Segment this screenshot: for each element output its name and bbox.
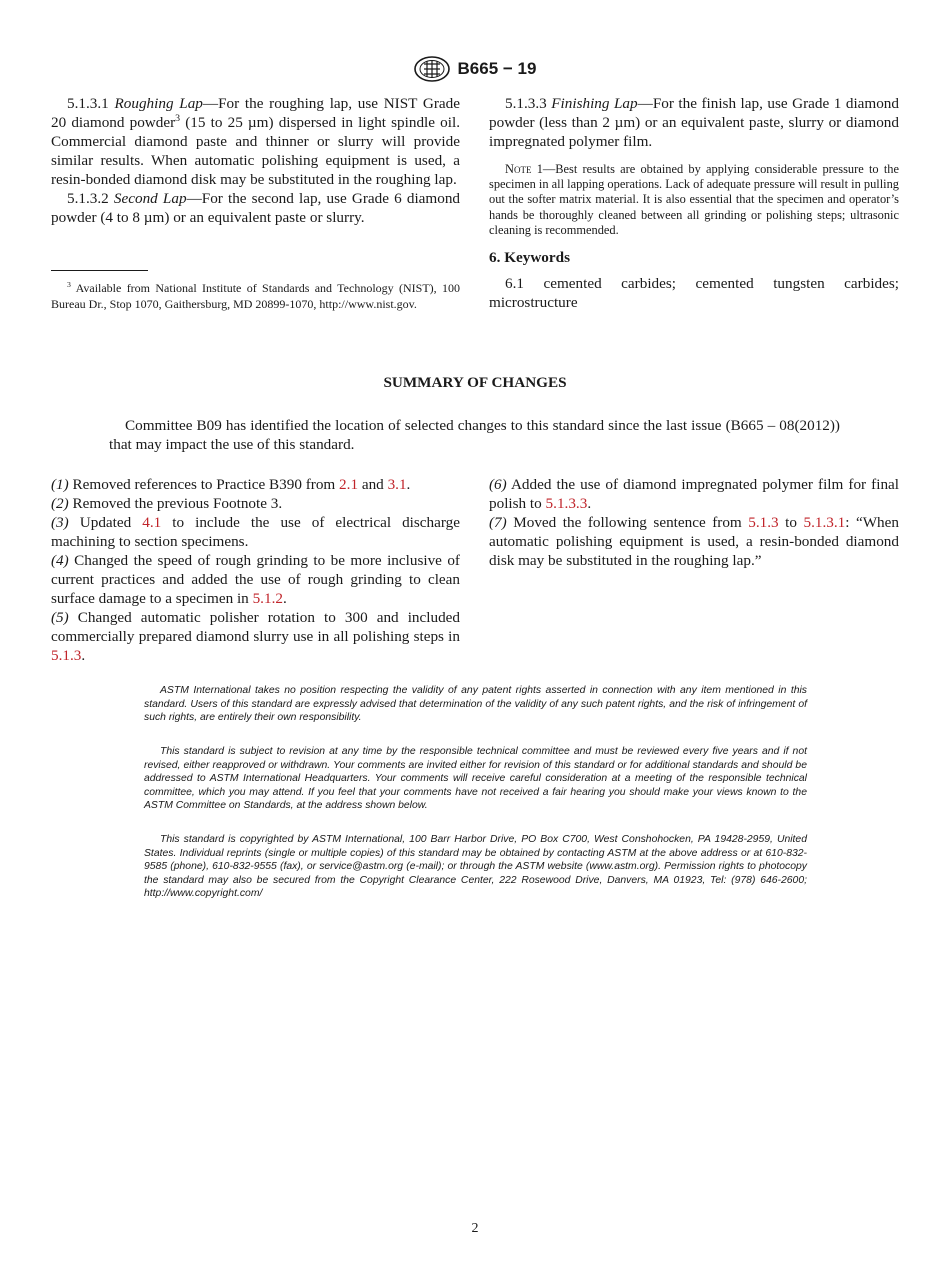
change-item: (4) Changed the speed of rough grinding to be more inclusive of current practices and added the use of rough grinding to clean surface damage to a specimen in 5.1.2.: [51, 552, 460, 607]
change-item: (6) Added the use of diamond impregnated polymer film for final polish to 5.1.3.3.: [489, 476, 899, 512]
section-link[interactable]: 3.1: [387, 476, 407, 493]
section-link[interactable]: 5.1.3.3: [545, 495, 588, 512]
keywords-text: 6.1 cemented carbides; cemented tungsten carbides; microstructure: [489, 275, 899, 311]
left-column: [51, 94, 460, 227]
summary-heading: SUMMARY OF CHANGES: [383, 374, 567, 391]
footnote-3: $^3$ Available from National Institute of Standards and Technology (NIST), 100 Bureau Dr., Stop 1070, Gaithersburg, MD 20899-1070, http://www.nist.gov.: [51, 280, 460, 311]
disclaimer-patent: ASTM International takes no position respecting the validity of any patent rights asserted in connection with any item mentioned in this standard. Users of this standard are expressly advised that determination of the validity of any such patent rights, and the risk of infringement of such rights, are entirely their own responsibility.: [144, 685, 807, 724]
section-link[interactable]: 5.1.3.1: [803, 514, 846, 531]
paragraph-5-1-3-2: 5.1.3.2 Second Lap—For the second lap, use Grade 6 diamond powder (4 to 8 µm) or an equivalent paste or slurry.: [51, 190, 461, 226]
change-item: (2) Removed the previous Footnote 3.: [51, 495, 283, 512]
changes-left-column: [51, 475, 460, 665]
section-link[interactable]: 5.1.2: [252, 590, 283, 607]
right-column: [489, 94, 899, 151]
document-designation: B665 − 19: [457, 59, 537, 78]
note-1: Note 1—Best results are obtained by applying considerable pressure to the specimen in all lapping operations. Lack of adequate pressure will result in pulling out the softer matrix material. It is also essential that the specimen and operator’s hands be thoroughly cleaned between all grinding or polishing steps; ultrasonic cleaning is recommended.: [489, 162, 899, 237]
page-header: [0, 56, 950, 82]
change-item: (5) Changed automatic polisher rotation to 300 and included commercially prepared diamond slurry use in all polishing steps in 5.1.3.: [51, 609, 460, 664]
change-item: (7) Moved the following sentence from 5.1.3 to 5.1.3.1: “When automatic polishing equipment is used, a resin-bonded diamond disk may be substituted in the roughing lap.”: [489, 514, 899, 569]
changes-right-column: [489, 475, 899, 570]
change-item: (1) Removed references to Practice B390 from 2.1 and 3.1.: [51, 476, 411, 493]
change-item: (3) Updated 4.1 to include the use of electrical discharge machining to section specimens.: [51, 514, 461, 550]
astm-logo-icon: [414, 56, 450, 82]
disclaimer-revision: This standard is subject to revision at any time by the responsible technical committee and must be reviewed every five years and if not revised, either reapproved or withdrawn. Your comments are invited either for revision of this standard or for additional standards and should be addressed to ASTM International Headquarters. Your comments will receive careful consideration at a meeting of the responsible technical committee, which you may attend. If you feel that your comments have not received a fair hearing you should make your views known to the ASTM Committee on Standards, at the address shown below.: [144, 746, 807, 812]
disclaimer-copyright: This standard is copyrighted by ASTM International, 100 Barr Harbor Drive, PO Box C700, West Conshohocken, PA 19428-2959, United States. Individual reprints (single or multiple copies) of this standard may be obtained by contacting ASTM at the above address or at 610-832-9585 (phone), 610-832-9555 (fax), or service@astm.org (e-mail); or through the ASTM website (www.astm.org). Permission rights to photocopy the standard may also be secured from the Copyright Clearance Center, 222 Rosewood Drive, Danvers, MA 01923, Tel: (978) 646-2600; http://www.copyright.com/: [144, 834, 807, 900]
section-link[interactable]: 5.1.3: [748, 514, 779, 531]
summary-intro: Committee B09 has identified the location of selected changes to this standard since the last issue (B665 – 08(2012)) that may impact the use of this standard.: [109, 417, 840, 453]
page-number: 2: [471, 1221, 479, 1236]
section-link[interactable]: 4.1: [142, 514, 162, 531]
paragraph-5-1-3-3: 5.1.3.3 Finishing Lap—For the finish lap, use Grade 1 diamond powder (less than 2 µm) or an equivalent paste, slurry or diamond impregnated polymer film.: [489, 95, 899, 150]
keywords-heading: 6. Keywords: [489, 249, 570, 266]
paragraph-5-1-3-1: 5.1.3.1 Roughing Lap—For the roughing lap, use NIST Grade 20 diamond powder$^3$ (15 to 25 µm) dispersed in light spindle oil. Commercial diamond paste and thinner or slurry will provide similar results. When automatic polishing equipment is used, a resin-bonded diamond disk may be substituted in the roughing lap.: [51, 95, 460, 188]
section-link[interactable]: 5.1.3: [51, 647, 82, 664]
section-link[interactable]: 2.1: [339, 476, 359, 493]
footnote-divider: [51, 270, 148, 271]
